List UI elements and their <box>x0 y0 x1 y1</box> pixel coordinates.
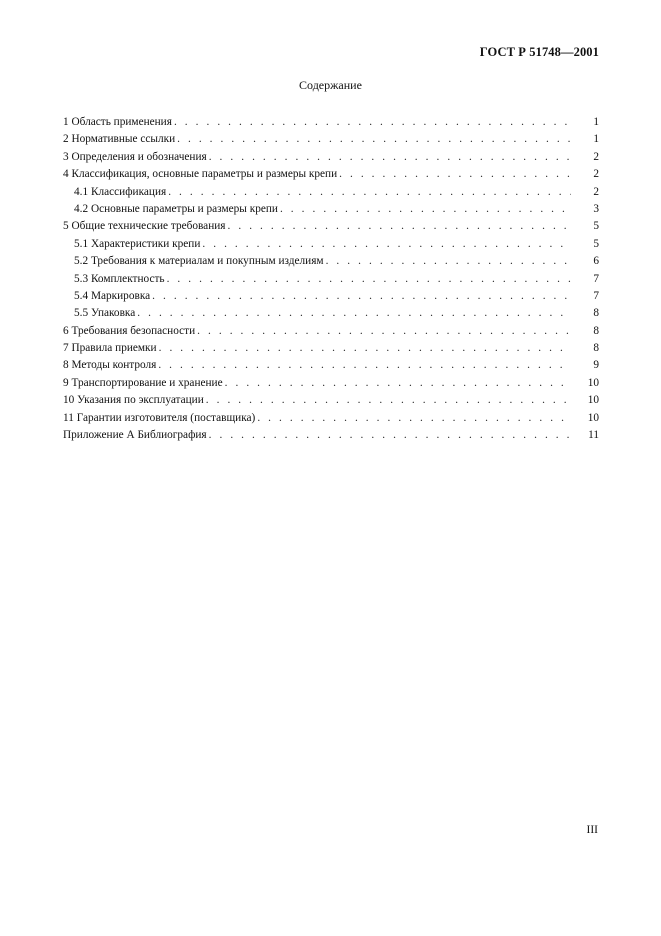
toc-entry-page: 5 <box>593 220 599 233</box>
toc-entry-label: 4.1 Классификация <box>74 185 167 198</box>
toc-entry-label: 1 Область применения <box>63 116 172 128</box>
toc-entry-label: 10 Указания по эксплуатации <box>63 394 204 407</box>
toc-entry-page: 1 <box>593 116 599 128</box>
toc-entry-classification-parameters[interactable] <box>63 166 599 183</box>
toc-entry-packaging[interactable] <box>63 305 599 322</box>
toc-entry-page: 10 <box>587 394 599 407</box>
toc-entry-page: 2 <box>593 168 599 181</box>
toc-entry-label: 2 Нормативные ссылки <box>63 133 176 146</box>
toc-entry-transportation-storage[interactable] <box>63 375 599 392</box>
toc-leader-dots <box>177 131 571 148</box>
table-of-contents <box>63 114 599 444</box>
toc-entry-page: 6 <box>593 255 599 268</box>
toc-entry-label: 6 Требования безопасности <box>63 324 196 337</box>
toc-entry-page: 5 <box>593 237 599 250</box>
toc-leader-dots <box>228 218 572 235</box>
toc-leader-dots <box>174 114 571 131</box>
toc-entry-page: 2 <box>593 150 599 163</box>
toc-entry-page: 8 <box>593 342 599 355</box>
toc-entry-page: 1 <box>593 133 599 146</box>
toc-leader-dots <box>167 271 571 288</box>
toc-entry-operating-instructions[interactable] <box>63 392 599 409</box>
toc-entry-acceptance-rules[interactable] <box>63 340 599 357</box>
toc-entry-definitions[interactable] <box>63 149 599 166</box>
toc-leader-dots <box>209 149 571 166</box>
toc-entry-normative-references[interactable] <box>63 131 599 148</box>
toc-entry-page: 2 <box>593 185 599 198</box>
toc-entry-label: 5.2 Требования к материалам и покупным изделиям <box>74 255 324 268</box>
toc-entry-scope[interactable] <box>63 114 599 131</box>
toc-entry-page: 7 <box>593 272 599 285</box>
toc-entry-label: 9 Транспортирование и хранение <box>63 376 223 389</box>
toc-leader-dots <box>168 184 571 201</box>
toc-entry-control-methods[interactable] <box>63 357 599 374</box>
toc-title: Содержание <box>299 78 362 92</box>
toc-entry-marking[interactable] <box>63 288 599 305</box>
toc-leader-dots <box>152 288 571 305</box>
toc-entry-label: 5 Общие технические требования <box>63 220 226 233</box>
toc-entry-page: 7 <box>593 289 599 302</box>
toc-entry-label: 5.3 Комплектность <box>74 272 165 285</box>
toc-leader-dots <box>137 305 571 322</box>
toc-entry-label: 7 Правила приемки <box>63 342 157 355</box>
document-code-header: ГОСТ Р 51748—2001 <box>479 45 599 59</box>
toc-leader-dots <box>225 375 571 392</box>
toc-entry-characteristics[interactable] <box>63 236 599 253</box>
toc-entry-label: 4 Классификация, основные параметры и размеры крепи <box>63 168 338 181</box>
toc-entry-completeness[interactable] <box>63 271 599 288</box>
toc-leader-dots <box>209 427 571 444</box>
toc-leader-dots <box>206 392 571 409</box>
toc-entry-label: 5.1 Характеристики крепи <box>74 237 201 250</box>
toc-entry-page: 10 <box>587 376 599 389</box>
toc-leader-dots <box>326 253 571 270</box>
toc-entry-material-requirements[interactable] <box>63 253 599 270</box>
toc-entry-classification[interactable] <box>63 184 599 201</box>
toc-leader-dots <box>280 201 571 218</box>
toc-entry-page: 8 <box>593 324 599 337</box>
toc-entry-main-parameters[interactable] <box>63 201 599 218</box>
toc-leader-dots <box>197 323 571 340</box>
toc-entry-page: 10 <box>587 411 599 424</box>
toc-entry-label: 4.2 Основные параметры и размеры крепи <box>74 202 278 215</box>
toc-entry-label: Приложение А Библиография <box>63 429 207 442</box>
toc-entry-appendix-bibliography[interactable] <box>63 427 599 444</box>
toc-entry-page: 11 <box>588 429 599 442</box>
toc-entry-page: 3 <box>593 202 599 215</box>
toc-entry-page: 9 <box>593 359 599 372</box>
page-number: III <box>586 824 598 836</box>
toc-leader-dots <box>158 357 571 374</box>
toc-entry-safety-requirements[interactable] <box>63 323 599 340</box>
toc-leader-dots <box>159 340 571 357</box>
toc-entry-label: 5.4 Маркировка <box>74 289 151 302</box>
toc-entry-general-requirements[interactable] <box>63 218 599 235</box>
toc-entry-manufacturer-warranty[interactable] <box>63 410 599 427</box>
toc-entry-label: 5.5 Упаковка <box>74 307 136 320</box>
toc-entry-page: 8 <box>593 307 599 320</box>
toc-entry-label: 11 Гарантии изготовителя (поставщика) <box>63 411 256 424</box>
toc-entry-label: 3 Определения и обозначения <box>63 150 207 163</box>
toc-entry-label: 8 Методы контроля <box>63 359 157 372</box>
toc-leader-dots <box>257 410 571 427</box>
toc-leader-dots <box>339 166 571 183</box>
toc-leader-dots <box>202 236 571 253</box>
